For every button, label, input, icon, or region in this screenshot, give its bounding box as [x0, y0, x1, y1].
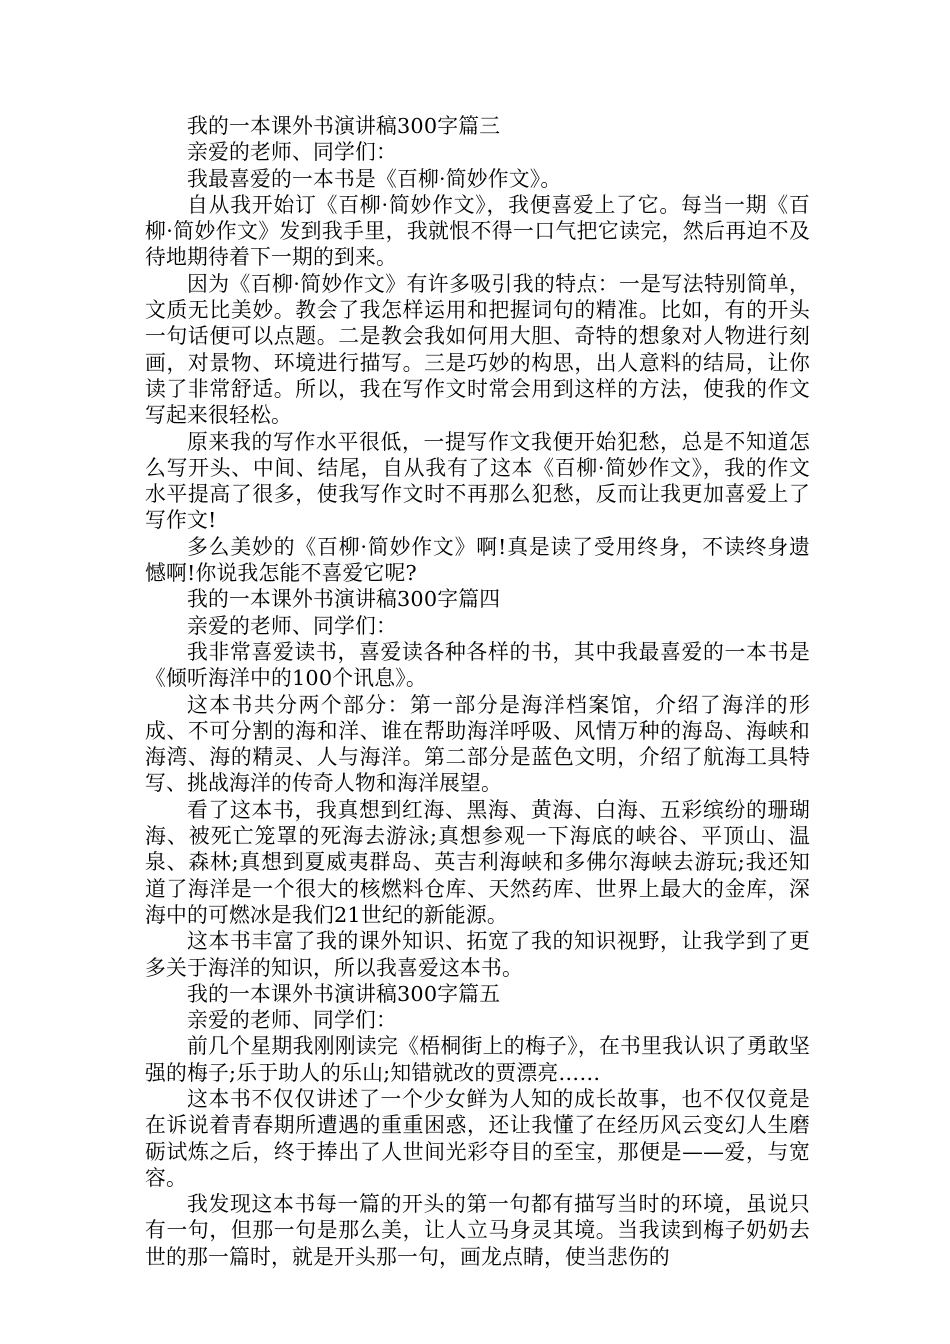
- paragraph: 原来我的写作水平很低，一提写作文我便开始犯愁，总是不知道怎么写开头、中间、结尾，自从我有了这本《百柳·简妙作文》，我的作文水平提高了很多，使我写作文时不再那么犯愁，反而让我更加喜爱上了写作文!: [145, 429, 810, 533]
- paragraph: 这本书不仅仅讲述了一个少女鲜为人知的成长故事，也不仅仅竟是在诉说着青春期所遭遇的重重困惑，还让我懂了在经历风云变幻人生磨砺试炼之后，终于捧出了人世间光彩夺目的至宝，那便是——爱，与宽容。: [145, 1086, 810, 1190]
- paragraph: 因为《百柳·简妙作文》有许多吸引我的特点：一是写法特别简单，文质无比美妙。教会了我怎样运用和把握词句的精准。比如，有的开头一句话便可以点题。二是教会我如何用大胆、奇特的想象对人物进行刻画，对景物、环境进行描写。三是巧妙的构思，出人意料的结局，让你读了非常舒适。所以，我在写作文时常会用到这样的方法，使我的作文写起来很轻松。: [145, 271, 810, 428]
- paragraph: 这本书丰富了我的课外知识、拓宽了我的知识视野，让我学到了更多关于海洋的知识，所以我喜爱这本书。: [145, 929, 810, 980]
- document-page: [145, 113, 810, 1270]
- paragraph: 我发现这本书每一篇的开头的第一句都有描写当时的环境，虽说只有一句，但那一句是那么美，让人立马身灵其境。当我读到梅子奶奶去世的那一篇时，就是开头那一句，画龙点睛，使当悲伤的: [145, 1192, 810, 1269]
- paragraph: 这本书共分两个部分：第一部分是海洋档案馆，介绍了海洋的形成、不可分割的海和洋、谁在帮助海洋呼吸、风情万种的海岛、海峡和海湾、海的精灵、人与海洋。第二部分是蓝色文明，介绍了航海工具特写、挑战海洋的传奇人物和海洋展望。: [145, 692, 810, 796]
- greeting: 亲爱的老师、同学们：: [187, 1008, 397, 1033]
- greeting: 亲爱的老师、同学们：: [187, 140, 397, 165]
- paragraph: 前几个星期我刚刚读完《梧桐街上的梅子》，在书里我认识了勇敢坚强的梅子;乐于助人的乐山;知错就改的贾漂亮……: [145, 1034, 810, 1085]
- heading-part-four: 我的一本课外书演讲稿300字篇四: [187, 587, 501, 612]
- paragraph: 自从我开始订《百柳·简妙作文》，我便喜爱上了它。每当一期《百柳·简妙作文》发到我手里，我就恨不得一口气把它读完，然后再迫不及待地期待着下一期的到来。: [145, 192, 810, 270]
- paragraph: 看了这本书，我真想到红海、黑海、黄海、白海、五彩缤纷的珊瑚海、被死亡笼罩的死海去游泳;真想参观一下海底的峡谷、平顶山、温泉、森林;真想到夏威夷群岛、英吉利海峡和多佛尔海峡去游玩;我还知道了海洋是一个很大的核燃料仓库、天然药库、世界上最大的金库，深海中的可燃冰是我们21世纪的新能源。: [145, 797, 810, 927]
- paragraph: 我最喜爱的一本书是《百柳·简妙作文》。: [187, 166, 562, 191]
- heading-part-three: 我的一本课外书演讲稿300字篇三: [187, 114, 501, 138]
- paragraph: 多么美妙的《百柳·简妙作文》啊!真是读了受用终身，不读终身遗憾啊!你说我怎能不喜爱它呢?: [145, 534, 810, 586]
- heading-part-five: 我的一本课外书演讲稿300字篇五: [187, 981, 501, 1006]
- paragraph: 我非常喜爱读书，喜爱读各种各样的书，其中我最喜爱的一本书是《倾听海洋中的100个讯息》。: [145, 639, 810, 691]
- greeting: 亲爱的老师、同学们：: [187, 613, 397, 638]
